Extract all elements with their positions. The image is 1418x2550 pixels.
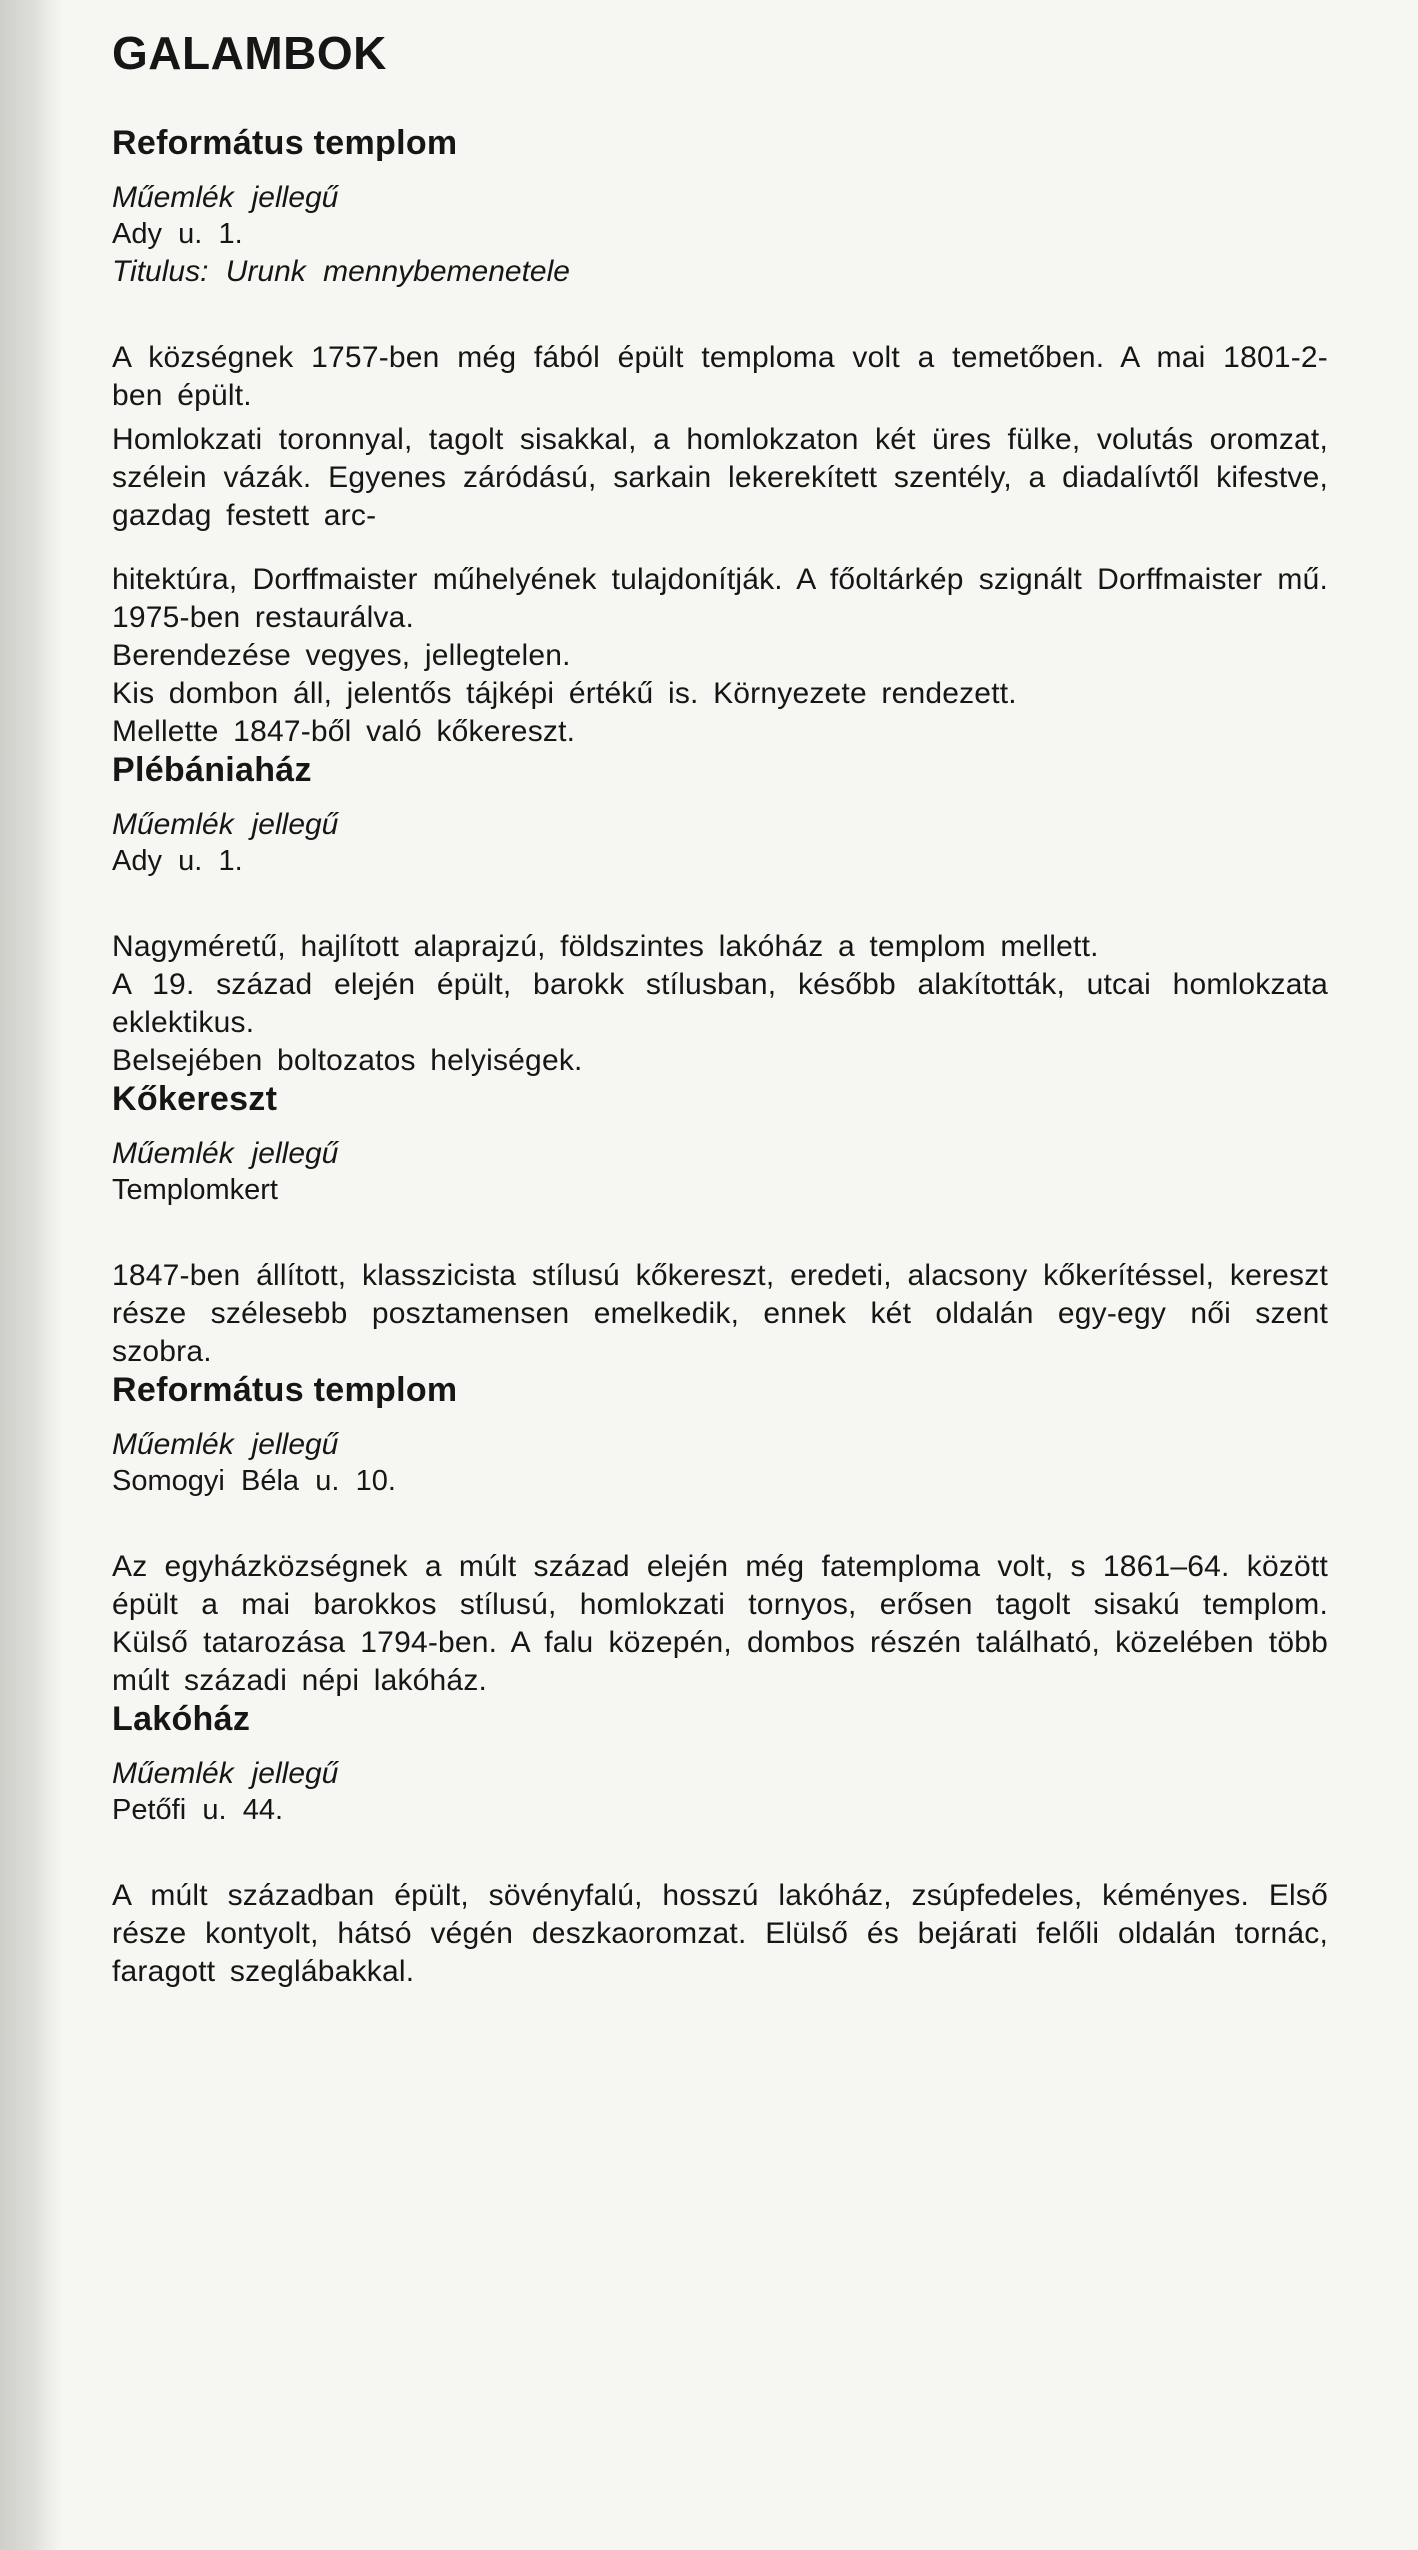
designation-label: Műemlék jellegű	[112, 808, 339, 841]
description-paragraph: Kis dombon áll, jelentős tájképi értékű is. Környezete rendezett.	[112, 677, 1017, 710]
entry-description	[112, 1548, 1328, 1700]
description-paragraph: Mellette 1847-ből való kőkereszt.	[112, 715, 576, 748]
entry-description	[112, 928, 1328, 1080]
address-line: Petőfi u. 44.	[112, 1794, 284, 1826]
designation-label: Műemlék jellegű	[112, 1137, 339, 1170]
description-paragraph: A múlt században épült, sövényfalú, hosszú lakóház, zsúpfedeles, kéményes. Első része kontyolt, hátsó végén deszkaoromzat. Elülső és bejárati felőli oldalán tornác, faragott szeglábakkal.	[112, 1879, 1328, 1988]
description-paragraph: Homlokzati toronnyal, tagolt sisakkal, a homlokzaton két üres fülke, volutás oromzat, szélein vázák. Egyenes záródású, sarkain lekerekített szentély, a diadalívtől kifestve, gazdag festett arc-	[112, 423, 1328, 532]
description-paragraph: Nagyméretű, hajlított alaprajzú, földszintes lakóház a templom mellett.	[112, 930, 1099, 963]
monument-entry-reformatus-templom-ady	[112, 124, 1328, 751]
entry-description	[112, 1877, 1328, 1991]
monument-entry-plebaniahaz	[112, 751, 1328, 1080]
address-line: Ady u. 1.	[112, 218, 243, 250]
description-paragraph: Az egyházközségnek a múlt század elején még fatemploma volt, s 1861–64. között épült a mai barokkos stílusú, homlokzati tornyos, erősen tagolt sisakú templom. Külső tatarozása 1794-ben. A falu közepén, dombos részén található, közelében több múlt századi népi lakóház.	[112, 1550, 1328, 1697]
monument-name: Kőkereszt	[112, 1080, 278, 1118]
designation-label: Műemlék jellegű	[112, 1757, 339, 1790]
designation-label: Műemlék jellegű	[112, 1428, 339, 1461]
designation-label: Műemlék jellegű	[112, 181, 339, 214]
address-line: Ady u. 1.	[112, 845, 243, 877]
entry-description	[112, 339, 1328, 751]
monument-entry-kokereszt	[112, 1080, 1328, 1371]
entry-description	[112, 1257, 1328, 1371]
address-line: Templomkert	[112, 1174, 278, 1206]
description-paragraph: A 19. század elején épült, barokk stílusban, később alakították, utcai homlokzata eklektikus.	[112, 968, 1328, 1039]
monument-entry-reformatus-templom-somogyi	[112, 1371, 1328, 1700]
monument-name: Plébániaház	[112, 751, 312, 789]
description-paragraph: Belsejében boltozatos helyiségek.	[112, 1044, 583, 1077]
monument-name: Református templom	[112, 124, 458, 162]
titulus-line: Titulus: Urunk mennybemenetele	[112, 255, 570, 288]
address-line: Somogyi Béla u. 10.	[112, 1465, 396, 1497]
monument-entry-lakohaz	[112, 1700, 1328, 1991]
monument-name: Református templom	[112, 1371, 458, 1409]
page-title: GALAMBOK	[112, 27, 387, 79]
monument-name: Lakóház	[112, 1700, 251, 1738]
description-paragraph: A községnek 1757-ben még fából épült temploma volt a temetőben. A mai 1801-2-ben épült.	[112, 341, 1328, 412]
description-paragraph: 1847-ben állított, klasszicista stílusú kőkereszt, eredeti, alacsony kőkerítéssel, kereszt része szélesebb posztamensen emelkedik, ennek két oldalán egy-egy női szent szobra.	[112, 1259, 1328, 1368]
description-paragraph: Berendezése vegyes, jellegtelen.	[112, 639, 571, 672]
description-paragraph: hitektúra, Dorffmaister műhelyének tulajdonítják. A főoltárkép szignált Dorffmaister mű. 1975-ben restaurálva.	[112, 563, 1328, 634]
